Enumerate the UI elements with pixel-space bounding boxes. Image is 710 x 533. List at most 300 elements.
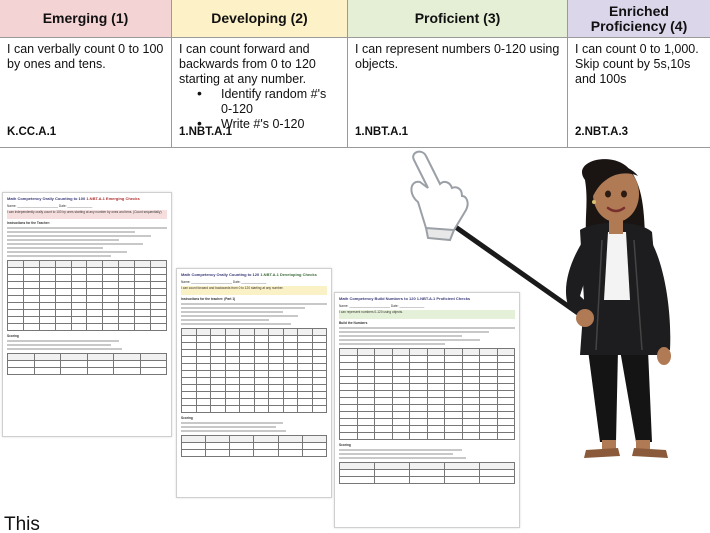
grid-cell	[313, 350, 328, 357]
grid-cell	[135, 268, 151, 275]
grid-cell	[269, 357, 284, 364]
worksheet-fields: Name: _______________________ Date: ______________	[181, 280, 267, 284]
grid-cell	[279, 436, 303, 443]
grid-cell	[87, 310, 103, 317]
grid-cell	[358, 419, 376, 426]
grid-cell	[340, 391, 358, 398]
grid-cell	[298, 336, 313, 343]
grid-cell	[141, 368, 168, 375]
grid-cell	[226, 336, 241, 343]
grid-cell	[88, 368, 115, 375]
grid-cell	[340, 433, 358, 440]
grid-cell	[197, 336, 212, 343]
grid-cell	[340, 412, 358, 419]
grid-cell	[340, 419, 358, 426]
grid-cell	[254, 450, 278, 457]
grid-cell	[40, 303, 56, 310]
grid-cell	[135, 289, 151, 296]
grid-cell	[182, 406, 197, 413]
grid-cell	[226, 343, 241, 350]
rubric-standard-emerging: K.CC.A.1	[7, 126, 57, 138]
rubric-text-proficient: I can represent numbers 0-120 using objects.	[355, 42, 560, 71]
grid-cell	[313, 378, 328, 385]
grid-cell	[40, 296, 56, 303]
grid-cell	[151, 268, 167, 275]
worksheet-objective-band: I can count forward and backwards from 0 to 120 starting at any number.	[181, 286, 327, 295]
grid-cell	[298, 371, 313, 378]
grid-cell	[114, 361, 141, 368]
grid-cell	[313, 343, 328, 350]
grid-cell	[103, 275, 119, 282]
grid-cell	[56, 303, 72, 310]
number-grid	[7, 260, 167, 331]
grid-cell	[103, 303, 119, 310]
grid-cell	[119, 275, 135, 282]
grid-cell	[72, 310, 88, 317]
grid-cell	[40, 275, 56, 282]
rubric-table	[0, 0, 710, 148]
grid-cell	[284, 406, 299, 413]
rubric-column-enriched	[568, 0, 710, 148]
grid-cell	[298, 399, 313, 406]
grid-cell	[284, 392, 299, 399]
worksheet-emerging	[2, 192, 172, 437]
grid-cell	[114, 354, 141, 361]
grid-cell	[358, 384, 376, 391]
grid-cell	[358, 412, 376, 419]
grid-cell	[197, 350, 212, 357]
grid-cell	[358, 433, 376, 440]
grid-cell	[340, 384, 358, 391]
rubric-column-proficient	[348, 0, 568, 148]
grid-cell	[87, 261, 103, 268]
grid-cell	[269, 406, 284, 413]
grid-cell	[226, 406, 241, 413]
grid-cell	[226, 350, 241, 357]
grid-cell	[56, 275, 72, 282]
grid-cell	[284, 357, 299, 364]
grid-cell	[211, 399, 226, 406]
grid-cell	[255, 406, 270, 413]
grid-cell	[303, 443, 327, 450]
grid-cell	[56, 310, 72, 317]
grid-cell	[87, 275, 103, 282]
grid-cell	[240, 385, 255, 392]
grid-cell	[24, 303, 40, 310]
grid-cell	[182, 364, 197, 371]
grid-cell	[103, 296, 119, 303]
rubric-cell-developing	[172, 38, 347, 148]
grid-cell	[135, 324, 151, 331]
grid-cell	[254, 436, 278, 443]
grid-cell	[298, 357, 313, 364]
worksheet-section-title: Instructions for the Teacher:	[7, 221, 50, 225]
grid-cell	[182, 443, 206, 450]
grid-cell	[255, 385, 270, 392]
rubric-column-developing	[172, 0, 348, 148]
grid-cell	[254, 443, 278, 450]
grid-cell	[135, 317, 151, 324]
grid-cell	[226, 329, 241, 336]
grid-cell	[279, 443, 303, 450]
grid-cell	[197, 371, 212, 378]
grid-cell	[40, 282, 56, 289]
grid-cell	[340, 363, 358, 370]
grid-cell	[103, 289, 119, 296]
rubric-header-developing: Developing (2)	[172, 0, 347, 38]
grid-cell	[240, 371, 255, 378]
worksheet-section-title: Build the Numbers	[339, 321, 368, 325]
rubric-bullet: • Identify random #'s 0-120	[197, 87, 340, 117]
grid-cell	[8, 303, 24, 310]
grid-cell	[103, 268, 119, 275]
grid-cell	[255, 378, 270, 385]
grid-cell	[211, 343, 226, 350]
grid-cell	[24, 282, 40, 289]
grid-cell	[8, 268, 24, 275]
grid-cell	[240, 392, 255, 399]
grid-cell	[8, 368, 35, 375]
grid-cell	[269, 378, 284, 385]
check-table	[181, 435, 327, 457]
worksheet-fields: Name: _______________________ Date: ______________	[339, 304, 425, 308]
grid-cell	[340, 463, 375, 470]
grid-cell	[340, 356, 358, 363]
grid-cell	[240, 343, 255, 350]
grid-cell	[119, 310, 135, 317]
grid-cell	[8, 324, 24, 331]
grid-cell	[72, 317, 88, 324]
grid-cell	[298, 364, 313, 371]
grid-cell	[119, 303, 135, 310]
grid-cell	[358, 363, 376, 370]
grid-cell	[24, 310, 40, 317]
grid-cell	[284, 371, 299, 378]
rubric-column-emerging	[0, 0, 172, 148]
rubric-bullet: • Write #'s 0-120	[197, 117, 340, 132]
grid-cell	[226, 392, 241, 399]
grid-cell	[35, 354, 62, 361]
worksheet-objective-band: I can represent numbers 0-120 using objects.	[339, 310, 515, 319]
grid-cell	[103, 317, 119, 324]
grid-cell	[226, 371, 241, 378]
grid-cell	[313, 392, 328, 399]
grid-cell	[284, 350, 299, 357]
grid-cell	[358, 356, 376, 363]
grid-cell	[358, 391, 376, 398]
grid-cell	[8, 282, 24, 289]
grid-cell	[88, 354, 115, 361]
grid-cell	[182, 392, 197, 399]
worksheet-developing	[176, 268, 332, 498]
grid-cell	[269, 329, 284, 336]
grid-cell	[284, 329, 299, 336]
grid-cell	[269, 399, 284, 406]
grid-cell	[135, 310, 151, 317]
grid-cell	[182, 371, 197, 378]
grid-cell	[313, 329, 328, 336]
grid-cell	[226, 364, 241, 371]
grid-cell	[284, 343, 299, 350]
grid-cell	[197, 406, 212, 413]
rubric-standard-enriched: 2.NBT.A.3	[575, 126, 629, 138]
grid-cell	[211, 378, 226, 385]
grid-cell	[226, 385, 241, 392]
grid-cell	[303, 436, 327, 443]
rubric-header-enriched: Enriched Proficiency (4)	[568, 0, 710, 38]
grid-cell	[182, 343, 197, 350]
grid-cell	[298, 378, 313, 385]
grid-cell	[119, 268, 135, 275]
grid-cell	[61, 361, 88, 368]
grid-cell	[35, 368, 62, 375]
grid-cell	[211, 357, 226, 364]
grid-cell	[103, 310, 119, 317]
rubric-header-proficient: Proficient (3)	[348, 0, 567, 38]
grid-cell	[119, 296, 135, 303]
grid-cell	[40, 317, 56, 324]
grid-cell	[8, 296, 24, 303]
grid-cell	[230, 436, 254, 443]
worksheet-scoring: Scoring	[7, 334, 19, 338]
grid-cell	[284, 336, 299, 343]
grid-cell	[56, 268, 72, 275]
grid-cell	[88, 361, 115, 368]
grid-cell	[211, 385, 226, 392]
grid-cell	[72, 324, 88, 331]
grid-cell	[206, 436, 230, 443]
grid-cell	[340, 426, 358, 433]
grid-cell	[255, 399, 270, 406]
rubric-cell-emerging	[0, 38, 171, 148]
grid-cell	[197, 399, 212, 406]
grid-cell	[240, 357, 255, 364]
grid-cell	[240, 329, 255, 336]
grid-cell	[284, 399, 299, 406]
grid-cell	[151, 275, 167, 282]
grid-cell	[298, 329, 313, 336]
grid-cell	[358, 349, 376, 356]
rubric-cell-enriched	[568, 38, 710, 148]
grid-cell	[340, 377, 358, 384]
grid-cell	[8, 361, 35, 368]
grid-cell	[103, 261, 119, 268]
grid-cell	[269, 343, 284, 350]
grid-cell	[56, 296, 72, 303]
grid-cell	[303, 450, 327, 457]
grid-cell	[135, 282, 151, 289]
grid-cell	[40, 261, 56, 268]
grid-cell	[72, 261, 88, 268]
grid-cell	[313, 371, 328, 378]
grid-cell	[240, 406, 255, 413]
grid-cell	[40, 289, 56, 296]
grid-cell	[340, 470, 375, 477]
grid-cell	[182, 450, 206, 457]
grid-cell	[240, 350, 255, 357]
rubric-standard-proficient: 1.NBT.A.1	[355, 126, 409, 138]
grid-cell	[87, 303, 103, 310]
grid-cell	[8, 354, 35, 361]
grid-cell	[87, 282, 103, 289]
grid-cell	[358, 398, 376, 405]
grid-cell	[226, 357, 241, 364]
grid-cell	[135, 261, 151, 268]
grid-cell	[255, 364, 270, 371]
grid-cell	[40, 310, 56, 317]
grid-cell	[135, 296, 151, 303]
grid-cell	[298, 350, 313, 357]
grid-cell	[313, 399, 328, 406]
rubric-text-developing: I can count forward and backwards from 0 to 120 starting at any number.	[179, 42, 316, 86]
rubric-standard-developing: 1.NBT.A.1	[179, 126, 233, 138]
grid-cell	[56, 317, 72, 324]
grid-cell	[240, 378, 255, 385]
grid-cell	[255, 350, 270, 357]
grid-cell	[226, 378, 241, 385]
grid-cell	[197, 343, 212, 350]
grid-cell	[72, 282, 88, 289]
grid-cell	[40, 324, 56, 331]
worksheet-title: Math Competency Build Numbers to 120 1.NBT.A.1 Proficient Checks	[339, 296, 471, 301]
grid-cell	[211, 336, 226, 343]
grid-cell	[226, 399, 241, 406]
grid-cell	[56, 261, 72, 268]
grid-cell	[230, 443, 254, 450]
grid-cell	[269, 364, 284, 371]
grid-cell	[151, 324, 167, 331]
grid-cell	[182, 378, 197, 385]
worksheet-scoring: Scoring	[339, 443, 351, 447]
grid-cell	[298, 385, 313, 392]
grid-cell	[284, 364, 299, 371]
grid-cell	[87, 317, 103, 324]
grid-cell	[8, 317, 24, 324]
grid-cell	[255, 371, 270, 378]
grid-cell	[211, 329, 226, 336]
grid-cell	[182, 399, 197, 406]
grid-cell	[340, 349, 358, 356]
grid-cell	[103, 324, 119, 331]
grid-cell	[255, 392, 270, 399]
grid-cell	[182, 329, 197, 336]
grid-cell	[8, 310, 24, 317]
grid-cell	[197, 385, 212, 392]
grid-cell	[72, 268, 88, 275]
grid-cell	[103, 282, 119, 289]
check-table	[7, 353, 167, 375]
grid-cell	[35, 361, 62, 368]
grid-cell	[211, 406, 226, 413]
number-grid	[181, 328, 327, 413]
grid-cell	[269, 392, 284, 399]
grid-cell	[151, 296, 167, 303]
grid-cell	[56, 324, 72, 331]
grid-cell	[61, 368, 88, 375]
grid-cell	[119, 289, 135, 296]
grid-cell	[313, 364, 328, 371]
rubric-header-emerging: Emerging (1)	[0, 0, 171, 38]
grid-cell	[255, 336, 270, 343]
grid-cell	[269, 385, 284, 392]
grid-cell	[240, 336, 255, 343]
grid-cell	[24, 268, 40, 275]
avatar-teacher-pointing	[380, 150, 710, 480]
grid-cell	[72, 296, 88, 303]
worksheet-title: Math Competency Orally Counting to 120 1.NBT.A.1 Developing Checks	[181, 272, 317, 277]
grid-cell	[24, 317, 40, 324]
grid-cell	[340, 477, 375, 484]
grid-cell	[114, 368, 141, 375]
grid-cell	[211, 350, 226, 357]
grid-cell	[255, 343, 270, 350]
rubric-cell-proficient	[348, 38, 567, 148]
grid-cell	[87, 268, 103, 275]
grid-cell	[313, 357, 328, 364]
grid-cell	[24, 261, 40, 268]
grid-cell	[211, 371, 226, 378]
grid-cell	[87, 324, 103, 331]
grid-cell	[24, 324, 40, 331]
grid-cell	[72, 275, 88, 282]
grid-cell	[87, 296, 103, 303]
grid-cell	[358, 370, 376, 377]
grid-cell	[240, 399, 255, 406]
grid-cell	[240, 364, 255, 371]
grid-cell	[8, 261, 24, 268]
worksheet-fields: Name: _______________________ Date: ______________	[7, 204, 93, 208]
grid-cell	[119, 261, 135, 268]
grid-cell	[211, 364, 226, 371]
grid-cell	[197, 392, 212, 399]
grid-cell	[151, 317, 167, 324]
grid-cell	[72, 289, 88, 296]
grid-cell	[358, 426, 376, 433]
grid-cell	[255, 357, 270, 364]
grid-cell	[211, 392, 226, 399]
grid-cell	[206, 443, 230, 450]
grid-cell	[340, 398, 358, 405]
grid-cell	[119, 324, 135, 331]
grid-cell	[56, 289, 72, 296]
grid-cell	[284, 385, 299, 392]
grid-cell	[8, 275, 24, 282]
grid-cell	[340, 370, 358, 377]
grid-cell	[182, 436, 206, 443]
grid-cell	[284, 378, 299, 385]
grid-cell	[269, 371, 284, 378]
grid-cell	[24, 289, 40, 296]
grid-cell	[24, 296, 40, 303]
grid-cell	[313, 385, 328, 392]
worksheet-section-title: Instructions for the teacher: (Part 1)	[181, 297, 236, 301]
grid-cell	[141, 361, 168, 368]
grid-cell	[151, 303, 167, 310]
grid-cell	[230, 450, 254, 457]
grid-cell	[340, 405, 358, 412]
grid-cell	[151, 261, 167, 268]
grid-cell	[313, 406, 328, 413]
rubric-text-enriched: I can count 0 to 1,000. Skip count by 5s,10s and 100s	[575, 42, 699, 86]
grid-cell	[119, 282, 135, 289]
grid-cell	[358, 377, 376, 384]
grid-cell	[298, 343, 313, 350]
grid-cell	[61, 354, 88, 361]
grid-cell	[56, 282, 72, 289]
grid-cell	[269, 336, 284, 343]
grid-cell	[182, 336, 197, 343]
worksheet-scoring: Scoring	[181, 416, 193, 420]
